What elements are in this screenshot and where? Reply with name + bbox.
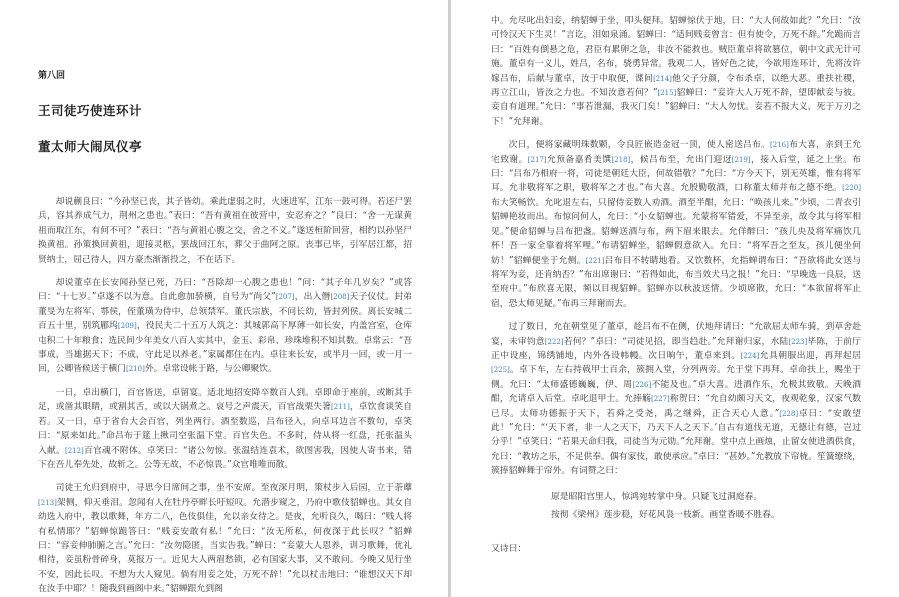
footnote-ref[interactable]: [209] [117,322,137,331]
footnote-ref[interactable]: [211] [331,403,350,412]
chapter-title-line-2: 董太师大闹凤仪亭 [38,139,143,154]
paragraph: 过了数日，允在朝堂见了董卓，趁吕布不在侧，伏地拜请曰：“允欲屈太师车骑，到草舍赴宴，未审钧意[222]若何？”卓曰：“司徒见招，即当趋赴。”允拜谢归家，水陆[223]毕陈，于前厅正中设座，锦绣铺地，内外各设帏幔。次日晌午，董卓来到。[224]允具朝服出迎，再拜起居[225]。卓下车，左右持戟甲士百余，簇拥入堂，分列两旁。允于堂下再拜。卓命扶上，赐坐于侧。允曰：“太师盛德巍巍，伊、周[226]不能及也。”卓大喜。进酒作乐，允极其致敬。天晚酒酣，允请卓入后堂。卓叱退甲士。允捧觞[227]称贺曰：“允自幼颇习天文，夜观乾象，汉家气数已尽。太师功德振于天下，若舜之受尧，禹之继舜，正合天心人意。”[228]卓曰：“安敢望此！”允曰：“‘天下者，非一人之天下，乃天下人之天下。’自古有道伐无道，无德让有德，岂过分乎！”卓笑曰：“若果天命归我，司徒当为元勋。”允拜谢。堂中点上画烛，止留女使进酒供食，允曰：“教坊之乐，不足供奉。偶有家伎，敢使承应。”卓曰：“甚妙。”允教放下帘栊。笙簧缭绕，簇捧貂蝉舞于帘外。有词赞之曰： [491,322,861,477]
chapter-number: 第八回 [38,71,66,81]
closing-line: 又诗曰： [491,543,527,554]
footnote-ref[interactable]: [208] [330,293,350,302]
footnote-ref[interactable]: [217] [527,155,547,164]
paragraph: 司徒王允归到府中，寻思今日席间之事，坐不安席。至夜深月明，策杖步入后园，立于荼蘼[213]架侧，仰天垂泪。忽闻有人在牡丹亭畔长吁短叹。允潜步窥之，乃府中歌伎貂蝉也。其女自幼选入府中，教以歌舞，年方二八，色伎俱佳，允以亲女待之。是夜，允听良久，喝曰：“贱人将有私情耶？”貂蝉惊跪答曰：“贱妾安敢有私！”允曰：“汝无所私，何夜深于此长叹？”貂蝉曰：“容妾伸肺腑之言。”允曰：“汝勿隐匿，当实告我。”蝉曰：“妾蒙大人恩养，训习歌舞，优礼相待，妾虽粉骨碎身，莫报万一。近见大人两眉愁锁，必有国家大事，又不敢问。今晚又见行坐不安，因此长叹。不想为大人窥见。倘有用妾之处，万死不辞！”允以杖击地曰：“谁想汉天下却在汝手中耶？！随我到画阁中来。”貂蝉跟允到阁 [38,483,412,595]
paragraph: 却说董卓在长安闻孙坚已死，乃曰：“吾除却一心腹之患也！”问：“其子年几岁矣？”或答曰：“十七岁。”卓遂不以为意。自此愈加骄横，自号为“尚父”[207]，出入僭[208]天子仪仗。封弟董旻为左将军、鄠侯，侄董璜为侍中，总领禁军。董氏宗族，不问长幼，皆封列侯。离长安城二百五十里，别筑郿坞[209]，役民夫二十五万人筑之：其城郭高下厚薄一如长安，内盖宫室，仓库屯积二十年粮食；选民间少年美女八百人实其中，金玉、彩帛、珍珠堆积不知其数。卓常云：“吾事成，当雄据天下；不成，守此足以养老。”家属都住在内。卓往来长安，或半月一回，或一月一回，公卿皆候送于横门[210]外。卓常设帐于路，与公卿聚饮。 [38,278,412,375]
left-page [0,0,448,597]
paragraph: 次日，便将家藏明珠数颗，令良匠嵌造金冠一顶，使人密送吕布。[216]布大喜，亲到王允宅致谢。[217]允预备嘉肴美馔[218]，候吕布至，允出门迎迓[219]，接入后堂，延之上坐。布曰：“吕布乃相府一将，司徒是朝廷大臣，何故错敬？”允曰：“方今天下，别无英雄，惟有将军耳。允非敬将军之职，敬将军之才也。”布大喜。允殷勤敬酒，口称董太师并布之德不绝。[220]布大笑畅饮。允叱退左右，只留侍妾数人劝酒。酒至半酣，允曰：“唤孩儿来。”少顷，二青衣引貂蝉艳妆而出。布惊问何人，允曰：“小女貂蝉也。允蒙将军错爱，不异至亲，故令其与将军相见。”便命貂蝉与吕布把盏。貂蝉送酒与布，两下眉来眼去。允佯醉曰：“孩儿央及将军痛饮几杯！吾一家全靠着将军哩。”布请貂蝉坐，貂蝉假意欲入。允曰：“将军吾之至友，孩儿便坐何妨！”貂蝉便坐于允侧。[221]吕布目不转睛地看。又饮数杯，允指蝉谓布曰：“吾欲将此女送与将军为妾，还肯纳否？”布出席谢曰：“若得如此，布当效犬马之报！”允曰：“早晚选一良辰，送至府中。”布欣喜无限，频以目视貂蝉。貂蝉亦以秋波送情。少顷席散，允曰：“本欲留将军止宿，恐太师见疑。”布再三拜谢而去。 [491,140,862,309]
paragraph: 一日，卓出横门，百官皆送，卓留宴。适北地招安降卒数百人到。卓即命于座前，或断其手足，或凿其眼睛，或割其舌，或以大锅煮之。哀号之声震天，百官战栗失箸[211]，卓饮食谈笑自若。又一日，卓于省台大会百官，列坐两行。酒至数巡，吕布径入，向卓耳边言不数句，卓笑曰：“原来如此。”命吕布于筵上揪司空张温下堂。百官失色。不多时，侍从将一红盘，托张温头入献。[212]百官魂不附体。卓笑曰：“诸公勿惊。张温结连袁术，欲图害我，因使人寄书来，错下在吾儿奉先处，故斩之。公等无故，不必惊畏。”众官唯唯而散。 [38,387,412,470]
footnote-ref[interactable]: [220] [842,184,861,193]
footnote-ref[interactable]: [221] [585,256,605,265]
right-page [451,0,899,597]
footnote-ref[interactable]: [215] [657,89,677,98]
footnote-ref[interactable]: [223] [788,337,808,346]
verse-line: 按彻《梁州》莲步稳，好花风袅一枝新。画堂香暖不胜春。 [551,509,780,520]
paragraph: 却说蒯良曰：“今孙坚已丧，其子皆幼。乘此虚弱之时，火速进军，江东一鼓可得。若还尸罢兵，容其养成气力，荆州之患也。”表曰：“吾有黄祖在彼营中，安忍弃之？”良曰：“舍一无谋黄祖而取江东，有何不可？”表曰：“吾与黄祖心腹之交，舍之不义。”遂送桓阶回营，相约以孙坚尸换黄祖。孙策换回黄祖，迎接灵柩，罢战回江东，葬父于曲阿之原。丧事已毕，引军居江都，招贤纳士，屈己待人，四方豪杰渐渐投之，不在话下。 [38,197,412,265]
chapter-title-line-1: 王司徒巧使连环计 [38,103,143,118]
footnote-ref[interactable]: [210] [125,365,145,374]
footnote-ref[interactable]: [216] [770,141,789,150]
footnote-ref[interactable]: [219] [731,155,751,164]
footnote-ref[interactable]: [227] [650,395,670,404]
right-page-content [491,14,861,565]
footnote-ref[interactable]: [226] [632,380,652,389]
footnote-ref[interactable]: [225] [491,366,510,375]
paragraph: 中。允尽叱出妇妾，纳貂蝉于坐，叩头便拜。貂蝉惊伏于地，曰：“大人何故如此？”允曰：“汝可怜汉天下生灵！”言讫，泪如泉涌。貂蝉曰：“适间贱妾曾言：但有使令，万死不辞。”允跪而言曰：“百姓有倒悬之危，君臣有累卵之急，非汝不能救也。贼臣董卓将欲篡位，朝中文武无计可施。董卓有一义儿，姓吕，名布，骁勇异常。我观二人，皆好色之徒，今欲用连环计，先将汝许嫁吕布，后献与董卓，汝于中取便，谍间[214]他父子分颜，令布杀卓，以绝大恶。重扶社稷，再立江山，皆汝之力也。不知汝意若何？”[215]貂蝉曰：“妾许大人万死不辞，望即献妾与彼。妾自有道理。”允曰：“事若泄漏，我灭门矣！”貂蝉曰：“大人勿忧。妾若不报大义，死于万刃之下！”允拜谢。 [491,16,861,127]
footnote-ref[interactable]: [224] [740,351,760,360]
footnote-ref[interactable]: [228] [779,409,799,418]
footnote-ref[interactable]: [214] [653,74,672,83]
footnote-ref[interactable]: [212] [64,446,84,455]
left-page-content [38,68,412,597]
footnote-ref[interactable]: [207] [275,293,295,302]
footnote-ref[interactable]: [222] [544,337,564,346]
verse-line: 原是昭阳宫里人，惊鸿宛转掌中身。只疑飞过洞庭春。 [551,491,763,502]
footnote-ref[interactable]: [218] [611,155,631,164]
footnote-ref[interactable]: [213] [38,498,57,507]
